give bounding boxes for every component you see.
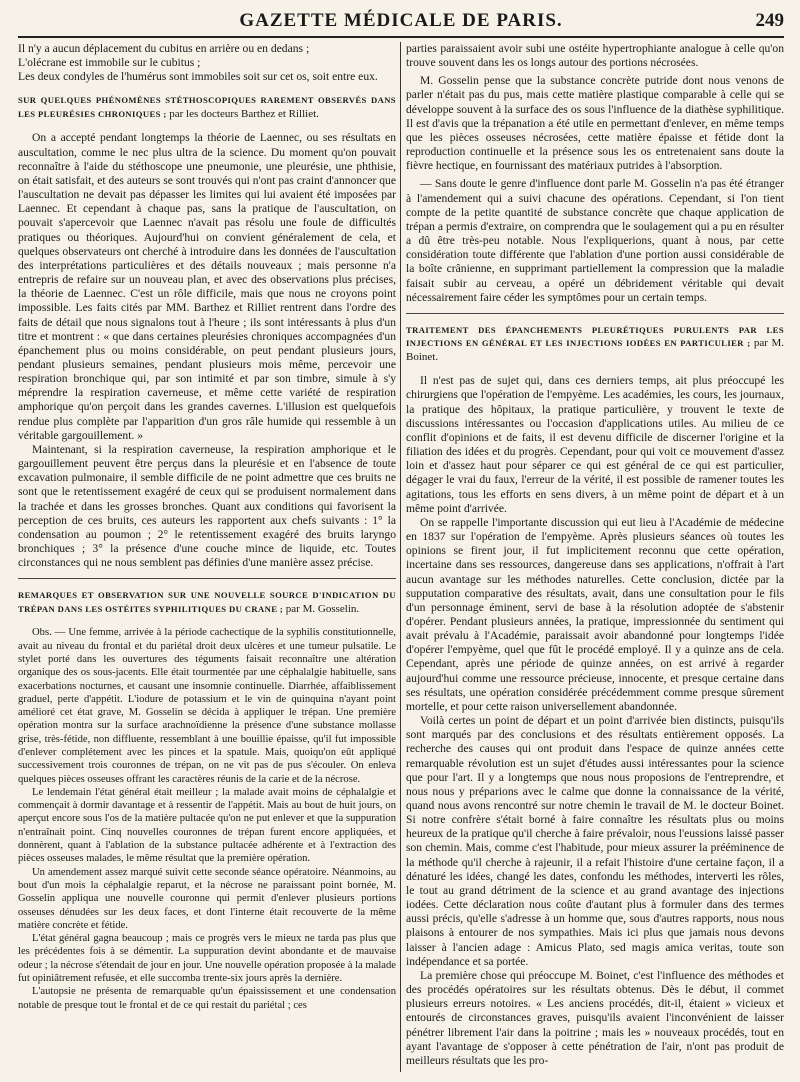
section-authors: par M. Gosselin.: [285, 602, 360, 615]
columns: [18, 42, 784, 1074]
paragraph: L'autopsie ne présenta de remarquable qu'un épaississement et une condensation notable de presque tout le frontal et de ce qui restait du pariétal ; ces: [18, 986, 396, 1011]
paragraph: parties paraissaient avoir subi une ostéite hypertrophiante analogue à celle qu'on trouve souvent dans les os longs autour des portions nécrosées.: [406, 42, 784, 70]
section-divider: [18, 578, 396, 579]
paragraph: M. Gosselin pense que la substance concrète putride dont nous venons de parler n'était pas du pus, mais cette matière plastique comparable à celle qui se développe souvent à la surface des os sous l'influence de la diathèse syphilitique. Il est d'avis que la trépanation a été utile en permettant d'enlever, en même temps que les pièces osseuses nécrosées, cette matière épaisse et fétide dont la reproduction continuelle et la présence sous les os entretenaient sans doute la fièvre hectique, en fournissant des matériaux putrides à l'absorption.: [406, 74, 784, 173]
left-column: [18, 42, 396, 1074]
paragraph: On se rappelle l'importante discussion qui eut lieu à l'Académie de médecine en 1837 sur l'opération de l'empyème. Après plusieurs séances où toutes les opinions se firent jour, il fut implicitement reconnu que cette opération, incertaine dans ses ressources, dangereuse dans ses applications, n'offrait à l'art aucun avantage sur les méthodes naturelles. Cette conclusion, dictée par la supputation comparative des résultats, avait, dans une consultation pour le fils d'un personnage éminent, servi de base à la résolution adoptée de s'abstenir d'opérer. Pendant plusieurs années, la pratique, impressionnée du sentiment qui avait prévalu à l'Académie, paraissait avoir abandonné pour longtemps l'idée d'opérer l'empyème, quel que fût le procédé employé. Il y a quinze ans de cela. Cependant, après une période de quinze années, on est arrivé à regarder aujourd'hui comme une ressource précieuse, innocente, et presque certaine dans ses résultats, une opération considérée précédemment comme presque sûrement mortelle, et pour cette raison universellement abandonnée.: [406, 515, 784, 713]
paragraph: Obs. — Une femme, arrivée à la période cachectique de la syphilis constitutionnelle, avait au niveau du frontal et du pariétal droit deux ulcères et une tumeur pulsatile. Le stylet porté dans les ouvertures des téguments faisait reconnaître une altération organique des os sous-jacents. Elle était tourmentée par une céphalalgie habituelle, sans exacerbations nocturnes, et causant une insomnie continuelle. Diarrhée, affaiblissement graduel, perte d'appétit. L'iodure de potassium et le vin de quinquina n'ayant point amélioré cet état grave, M. Gosselin se décida à appliquer le trépan. Une première opération montra sur la surface arachnoïdienne la présence d'une substance mollasse grise, très-fétide, non diffluente, ressemblant à une bouillie épaisse, qu'il fut impossible d'enlever complétement avec les pinces et la spatule. Mais, quoiqu'on eût appliqué successivement trois couronnes de trépan, on ne vit pas de pus s'écouler. On enleva quelques pièces osseuses offrant les caractères réunis de la carie et de la nécrose.: [18, 627, 396, 785]
section-heading: [18, 589, 396, 616]
paragraph: Il n'est pas de sujet qui, dans ces derniers temps, ait plus préoccupé les chirurgiens que l'opération de l'empyème. Les académies, les cours, les journaux, la pratique des hôpitaux, la pratique particulière, y trouvent le texte de discussions intéressantes ou l'occasion d'applications utiles. Au milieu de ce conflit d'opinions et de faits, il est devenu difficile de discerner l'origine et la filiation des idées et du progrès. Cependant, pour qui voit ce mouvement d'assez loin et d'assez haut pour séparer ce qui est général de ce qui est particulier, dégager le vrai du faux, l'erreur de la vérité, il est possible de ramener toutes les agitations, tous les efforts en sens divers, à un même point de départ et à un même point d'arrivée.: [406, 374, 784, 515]
section-divider: [406, 313, 784, 314]
running-header: [18, 8, 784, 38]
section-heading: [406, 324, 784, 365]
paragraph: Maintenant, si la respiration caverneuse, la respiration amphorique et le gargouillement peuvent être perçus dans la pleurésie et en l'absence de toute excavation pulmonaire, il semble difficile de ne point admettre que ces bruits ne sont que le retentissement exagéré de ceux qui se produisent normalement dans la trachée et dans les grosses bronches. Quant aux conditions qui favorisent la perception de ces bruits, ces auteurs les rapportent aux chefs suivants : 1° la condensation au poumon ; 2° le retentissement exagéré des bruits laryngo bronchiques ; 3° la présence d'une couche mince de liquide, etc. Toutes circonstances qui ne nous semblent pas définies d'une manière assez précise.: [18, 442, 396, 570]
paragraph: Les deux condyles de l'humérus sont immobiles soit sur cet os, soit entre eux.: [18, 70, 378, 84]
document-page: [18, 8, 784, 1078]
paragraph: La première chose qui préoccupe M. Boinet, c'est l'influence des méthodes et des procédés opératoires sur les résultats obtenus. Dès le début, il commet plusieurs erreurs notoires. « Les anciens procédés, dit-il, étaient » vicieux et entourés de circonstances graves, puisqu'ils avaient l'inconvénient de laisser pénétrer librement l'air dans la poitrine ; mais les » nouveaux procédés, tout en ayant l'avantage de s'opposer à cette pénétration de l'air, n'ont pas produit de meilleurs résultats que les pro-: [406, 968, 784, 1067]
right-column: [406, 42, 784, 1074]
journal-title: GAZETTE MÉDICALE DE PARIS.: [239, 10, 563, 31]
section-authors: par M. Boinet.: [406, 337, 784, 363]
paragraph: Le lendemain l'état général était meilleur ; la malade avait moins de céphalalgie et commençait à dormir davantage et à ressentir de l'appétit. Mais au bout de huit jours, on aperçut encore sous l'os de la matière pultacée qu'on ne put enlever et que la suppuration n'entraînait point. Cinq nouvelles couronnes de trépan furent encore appliquées, et donnèrent, quant à l'ablation de la substance pultacée adhérente et à l'extraction des pièces osseuses malades, le même résultat que la première opération.: [18, 786, 396, 865]
paragraph: — Sans doute le genre d'influence dont parle M. Gosselin n'a pas été étranger à l'amendement qui a suivi chacune des opérations. Cependant, si l'on tient compte de la petite quantité de substance concrète que chaque application de trépan a permis d'extraire, on comprendra que le soulagement qui a pu en résulter a dû être très-peu notable. Nous l'expliquerions, quant à nous, par cette considération toute différente que l'ablation d'une portion aussi considérable de la boîte crânienne, en supprimant partiellement la compression que la maladie faisait subir au cerveau, a opéré un débridement véritable qui devait nécessairement faire céder les symptômes pour un certain temps.: [406, 177, 784, 304]
paragraph: Un amendement assez marqué suivit cette seconde séance opératoire. Néanmoins, au bout d'un mois la céphalalgie reparut, et la nécrose ne paraissant point bornée, M. Gosselin appliqua une nouvelle couronne qui permit d'enlever plusieurs portions osseuses dénudées sur les deux faces, et dont l'interne était recouverte de la même matière concrète et fétide.: [18, 866, 396, 931]
paragraph: Voilà certes un point de départ et un point d'arrivée bien distincts, puisqu'ils sont marqués par des conclusions et des résultats entièrement opposés. La recherche des causes qui ont produit dans l'espace de quinze années cette remarquable révolution est un sujet d'études aussi intéressantes pour la science que pour l'art. Il y a longtemps que nous nous proposions de l'entreprendre, et nous nous y préparions avec le calme que donne la connaissance de la vérité, quand nous avons rencontré sur notre chemin le travail de M. le docteur Boinet. Si notre confrère s'était borné à faire connaître les résultats plus ou moins heureux de la pratique qu'il cherche à faire prévaloir, nous l'eussions laissé passer son chemin. Mais, comme c'est l'habitude, pour mieux assurer la prééminence de la méthode qu'il cherche à rajeunir, il a refait l'histoire d'une certaine façon, il a dénaturé les idées, changé les dates, confondu les méthodes, interverti les rôles, le tout au grand détriment de la science et au grand avantage des injections iodées. Cette déclaration nous coûte d'autant plus à formuler dans des termes aussi précis, qu'elle s'adresse à un homme que, sous d'autres rapports, nous nous plaisons à entourer de nos sympathies. Mais ici plus que jamais nous devons laisser à l'ancien adage : Amicus Plato, sed magis amica veritas, toute son indépendance et sa portée.: [406, 714, 784, 968]
section-heading: [18, 94, 396, 121]
paragraph: L'olécrane est immobile sur le cubitus ;: [18, 56, 201, 70]
paragraph: On a accepté pendant longtemps la théorie de Laennec, ou ses résultats en auscultation, comme le nec plus ultra de la science. Du moment qu'on pouvait reconnaître à l'aide du stéthoscope une pneumonie, une pleurésie, une phthisie, on était satisfait, et des auteurs se sont trouvés qui n'ont pas craint d'annoncer que l'auscultation ne devait pas dépasser les limites qui lui avaient été imposées par Laennec. Et cependant à chaque pas, sans la pratique de l'auscultation, on pouvait s'apercevoir que Laennec n'avait pas résolu une foule de difficultés pratiques ou théoriques. Aujourd'hui on convient généralement de cela, et quelques observateurs ont cherché à introduire dans les données de l'auscultation des interprétations particulières et des détails nouveaux ; mais personne n'a entrepris de refaire sur un nouveau plan, et avec des observations plus précises, la théorie de Laennec. C'est un rôle difficile, mais que nous ne croyons point impossible. Les faits cités par MM. Barthez et Rilliet rentrent dans l'ordre des faits de détail que nous signalons tout à l'heure ; ils sont intéressants à plus d'un titre et montrent : « que dans certaines pleurésies chroniques accompagnées d'un épanchement plus ou moins considérable, on peut pendant plusieurs jours, pendant plusieurs semaines, pendant plusieurs mois même, percevoir une respiration bronchique qui, par son intimité et par son timbre, simule à s'y méprendre la respiration caverneuse, et même cette variété de respiration amphorique qu'on perçoit dans les grandes cavernes. L'illusion est quelquefois rendue plus complète par l'apparition d'un gros râle humide qui ressemble à un véritable gargouillement. »: [18, 131, 396, 442]
section-authors: par les docteurs Barthez et Rilliet.: [169, 107, 319, 120]
section-title: SUR QUELQUES PHÉNOMÈNES STÉTHOSCOPIQUES RAREMENT OBSERVÉS DANS LES PLEURÉSIES CHRONIQUES ;: [18, 95, 396, 119]
paragraph: Il n'y a aucun déplacement du cubitus en arrière ou en dedans ;: [18, 42, 310, 55]
page-number: 249: [755, 10, 784, 31]
section-title: REMARQUES ET OBSERVATION SUR UNE NOUVELLE SOURCE D'INDICATION DU TRÉPAN DANS LES OSTÉITES SYPHILITIQUES DU CRANE ;: [18, 590, 396, 614]
section-title: TRAITEMENT DES ÉPANCHEMENTS PLEURÉTIQUES PURULENTS PAR LES INJECTIONS EN GÉNÉRAL ET LES INJECTIONS IODÉES EN PARTICULIER ;: [406, 324, 784, 349]
paragraph: L'état général gagna beaucoup ; mais ce progrès vers le mieux ne tarda pas plus que les précédentes fois à se démentir. La suppuration devint abondante et de mauvaise odeur ; la nécrose s'étendait de jour en jour. Une nouvelle opération proposée à la malade fut opiniâtrement refusée, et elle succomba trente-six jours après la dernière.: [18, 933, 396, 985]
